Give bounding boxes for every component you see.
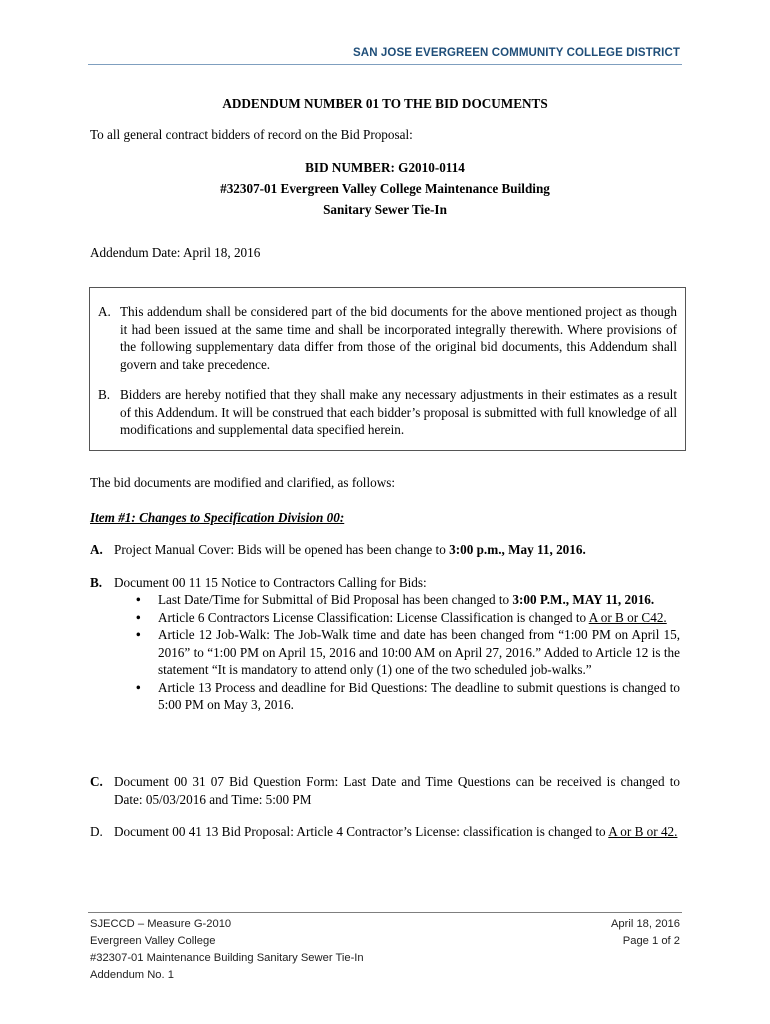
item-d-text — [114, 823, 680, 841]
notice-item — [98, 386, 677, 439]
notice-item-label: A. — [98, 304, 111, 319]
bullet-icon: • — [136, 627, 141, 642]
footer-left — [90, 916, 364, 984]
footer-page-number: Page 1 of 2 — [622, 935, 680, 947]
item-a-text — [114, 541, 680, 559]
bid-subtitle: Sanitary Sewer Tie-In — [323, 202, 447, 217]
notice-item-label: B. — [98, 387, 111, 402]
item1-heading: Item #1: Changes to Specification Division 00: — [90, 510, 345, 525]
item-b — [90, 574, 680, 592]
addendum-title: ADDENDUM NUMBER 01 TO THE BID DOCUMENTS — [222, 96, 548, 111]
item-a — [90, 541, 680, 559]
item-c-label: C. — [90, 774, 103, 789]
bullet-icon: • — [136, 592, 141, 607]
intro-text: To all general contract bidders of record on the Bid Proposal: — [90, 127, 413, 142]
list-item — [132, 679, 680, 714]
footer-date: April 18, 2016 — [610, 918, 680, 930]
notice-item-text: Bidders are hereby notified that they shall make any necessary adjustments in their estimates as a result of this Addendum. It will be construed that each bidder’s proposal is submitted with full knowledge of all modifications and supplemental data specified herein. — [120, 387, 677, 437]
notice-item-text: This addendum shall be considered part of the bid documents for the above mentioned project as though it had been issued at the same time and shall be incorporated integrally therewith. Where provisions of the following supplementary data differ from those of the original bid documents, this Addendum shall govern and take precedence. — [120, 304, 677, 372]
item-d-underline: A or B or 42. — [608, 824, 678, 839]
item-a-date: 3:00 p.m., May 11, 2016. — [449, 542, 586, 557]
item-d — [90, 823, 680, 841]
bullet-text: Article 13 Process and deadline for Bid Questions: The deadline to submit questions is changed to 5:00 PM on May 3, 2016. — [158, 679, 680, 712]
header-rule — [88, 64, 682, 65]
modified-intro: The bid documents are modified and clarified, as follows: — [90, 475, 396, 490]
item-b-bullets — [132, 591, 680, 714]
footer-left-line: Addendum No. 1 — [90, 969, 174, 981]
bullet-text: Article 12 Job-Walk: The Job-Walk time and date has been changed from “1:00 PM on April 15, 2016” to “1:00 PM on April 15, 2016 and 10:00 AM on April 27, 2016.” Added to Article 12 is the statement “It is mandatory to attend only (1) one of the two scheduled job-walks.” — [158, 627, 680, 677]
item-b-label: B. — [90, 575, 103, 590]
bullet-text: Last Date/Time for Submittal of Bid Proposal has been changed to — [158, 592, 513, 607]
item-a-label: A. — [90, 542, 103, 557]
item-b-text: Document 00 11 15 Notice to Contractors Calling for Bids: — [114, 575, 427, 590]
bullet-icon: • — [136, 609, 141, 625]
bid-project: #32307-01 Evergreen Valley College Maintenance Building — [220, 181, 550, 196]
bullet-text: Article 6 Contractors License Classification: License Classification is changed to — [158, 609, 589, 625]
bullet-underline: A or B or C42. — [588, 609, 667, 625]
bid-block — [90, 157, 680, 220]
list-item — [132, 591, 680, 609]
item-a-body: Project Manual Cover: Bids will be opened has been change to — [114, 542, 450, 557]
footer-left-line: #32307-01 Maintenance Building Sanitary Sewer Tie-In — [90, 952, 364, 964]
list-item — [132, 626, 680, 679]
footer-rule — [88, 912, 682, 913]
header-organization: SAN JOSE EVERGREEN COMMUNITY COLLEGE DISTRICT — [353, 47, 680, 59]
bullet-icon: • — [136, 679, 141, 695]
item-c-text: Document 00 31 07 Bid Question Form: Last Date and Time Questions can be received is changed to Date: 05/03/2016 and Time: 5:00 PM — [114, 774, 680, 807]
notice-item — [98, 303, 677, 373]
footer-right — [611, 916, 680, 950]
list-item — [132, 609, 680, 627]
item-c — [90, 773, 680, 808]
footer-left-line: Evergreen Valley College — [90, 935, 216, 947]
bid-number: BID NUMBER: G2010-0114 — [305, 160, 465, 175]
footer-left-line: SJECCD – Measure G-2010 — [90, 918, 232, 930]
notice-box — [89, 287, 686, 451]
bullet-bold: 3:00 P.M., MAY 11, 2016. — [512, 592, 655, 607]
item-d-label: D. — [90, 824, 103, 839]
item-d-body: Document 00 41 13 Bid Proposal: Article 4 Contractor’s License: classification is changed to — [114, 824, 609, 839]
addendum-date: Addendum Date: April 18, 2016 — [90, 245, 261, 260]
